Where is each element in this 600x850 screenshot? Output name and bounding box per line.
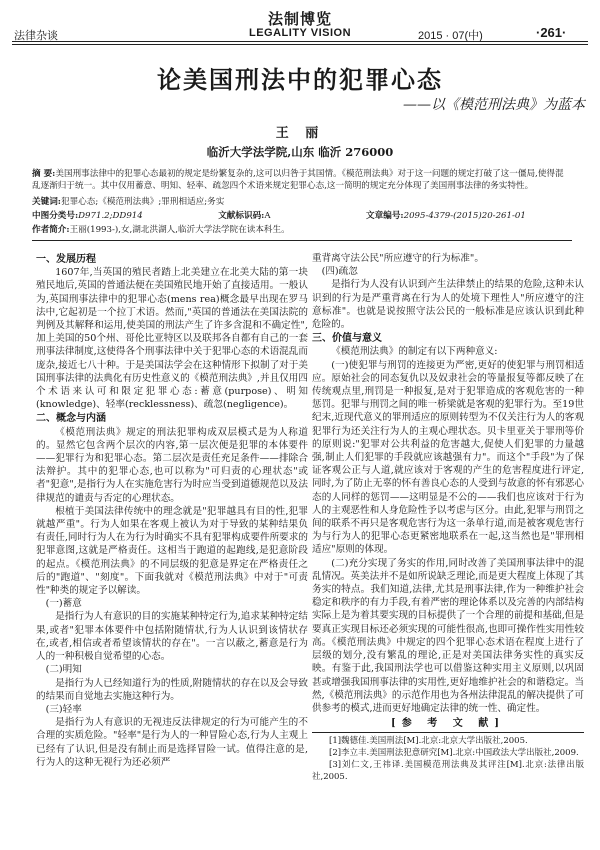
paragraph: 是指行为人没有认识到产生法律禁止的结果的危险,这种未认识到的行为是严重背离在行为人的处境下理性人"所应遵守的注意标准"。也就是说按照守法公民的一般标准是应该认识到此种危险的。 [312, 279, 584, 331]
article-no-value: 2095-4379-(2015)20-261-01 [403, 211, 526, 221]
paragraph: 重背离守法公民"所应遵守的行为标准"。 [312, 253, 484, 264]
author-name: 王 丽 [275, 126, 325, 141]
header-rule-bottom [12, 44, 588, 45]
section-heading: 二、概念与内涵 [36, 413, 106, 425]
references-rule [312, 732, 584, 733]
section-heading: 一、发展历程 [36, 254, 96, 265]
right-column [312, 252, 584, 783]
paragraph: 《模范刑法典》的制定有以下两种意义: [331, 346, 498, 358]
abstract [32, 168, 572, 192]
article-title: 论美国刑法中的犯罪心态 [157, 65, 443, 94]
article-subtitle: ——以《模范刑法典》为蓝本 [403, 97, 585, 113]
bio-label: 作者简介: [32, 225, 70, 235]
subsection-heading: (四)疏忽 [321, 266, 358, 278]
reference-item: [3]刘仁文,王祎译.美国模范刑法典及其评注[M].北京:法律出版社,2005. [312, 760, 584, 783]
doc-code-label: 文献标识码: [218, 211, 265, 221]
references-list [312, 735, 584, 783]
paragraph: 是指行为人有意识的目的实施某种特定行为,追求某种特定结果,或者"犯罪本体要件中包括附随情状,行为人认识到该情状存在,或者,相信或者希望该情状的存在"。一言以蔽之,蓄意是行为人的一种积极自觉希望的心态。 [36, 611, 308, 663]
keywords [32, 196, 572, 208]
running-header [0, 0, 600, 44]
reference-item: [1]魏德佳.美国刑法[M].北京:北京大学出版社,2005. [329, 736, 528, 747]
clc-label: 中图分类号: [32, 211, 79, 221]
paragraph: 1607年,当英国的殖民者踏上北美建立在北美大陆的第一块殖民地后,英国的普通法便在美国殖民地开始了直接适用。一般认为,英国刑事法律中的犯罪心态(mens rea)概念最早出现在罗马法中,它起初是一个拉丁术语。然而,"英国的普通法在美国法院的判例及其解释和运用,使美国的刑法产生了许多含混和不确定性",加上美国的50个州、哥伦比亚特区以及联邦各自都有自己的一套刑事法律制度,这使得各个刑事法律中关于犯罪心态的术语混乱而庞杂,接近七八十种。于是美国法学会在这种情形下拟制了对于美国刑事法律的法典化有历史性意义的《模范刑法典》,并且仅用四个术语来认可和限定犯罪心态:蓄意(purpose)、明知(knowledge)、轻率(recklessness)、疏忽(negligence)。 [36, 267, 308, 411]
paragraph: 是指行为人已经知道行为的性质,附随情状的存在以及会导致的结果而自觉地去实施这种行为。 [36, 677, 308, 702]
section-label: 法律杂谈 [14, 29, 58, 42]
paragraph: 是指行为人有意识的无视违反法律规定的行为可能产生的不合理的实质危险。"轻率"是行为人的一种冒险心态,行为人主观上已经有了认识,但是没有制止而是选择冒险一试。值得注意的是,行为人的这种无视行为还必须严 [36, 717, 308, 768]
abstract-text: 美国刑事法律中的犯罪心态最初的规定是纷繁复杂的,这可以归咎于其国情。《模范刑法典》对于这一问题的规定打破了这一僵局,使得混乱逐渐归于统一。其中仅用蓄意、明知、轻率、疏忽四个术语来规定犯罪心态,这一简明的规定充分体现了美国刑事法律的务实特性。 [32, 169, 564, 191]
references-heading: [参 考 文 献] [391, 718, 505, 730]
keywords-label: 关键词: [32, 197, 61, 207]
subsection-heading: (一)蓄意 [45, 598, 82, 610]
author-bio [32, 224, 572, 236]
left-column [36, 252, 308, 769]
meta-divider [32, 240, 572, 241]
bio-text: 王丽(1993-),女,湖北洪湖人,临沂大学法学院在读本科生。 [69, 225, 290, 235]
article-no-label: 文章编号: [366, 211, 404, 221]
journal-name-en: LEGALITY VISION [248, 27, 352, 39]
author-affiliation: 临沂大学法学院,山东 临沂 276000 [206, 145, 394, 159]
paragraph: 根植于美国法律传统中的理念就是"犯罪越具有目的性,犯罪就越严重"。行为人如果在客观上被认为对于导致的某种结果负有责任,同时行为人在为行为时确实不具有犯罪构成要件所要求的犯罪意图,这就是严格责任。这相当于跑道的起跑线,是犯意阶段的起点。《模范刑法典》的不同层级的犯意是界定在严格责任之后的"跑道"、"刻度"。下面我就对《模范刑法典》中对于"可责性"种类的规定予以解读。 [36, 505, 308, 597]
journal-name-cn: 法制博览 [267, 10, 332, 28]
paragraph: (一)使犯罪与刑罚的连接更为严密,更好的使犯罪与刑罚相适应。原始社会的同态复仇以及奴隶社会的等量报复等都反映了在传统观点里,刑罚是一种报复,是对于犯罪造成的客观危害的一种惩罚。犯罪与刑罚之间的唯一桥梁就是客观的犯罪行为。至19世纪末,近现代意义的罪刑适应的原则转型为不仅关注行为人的客观犯罪行为还关注行为人的主观心理状态。贝卡里亚关于罪刑等价的原则说:"犯罪对公共利益的危害越大,促使人们犯罪的力量越强,制止人们犯罪的手段就应该越强有力"。而这个"手段"为了保证客观公正与人道,就应该对于客观的产生的危害程度进行评定,同时,为了防止无辜的怀有善良心态的人受到与故意的怀有邪恶心态的人同样的惩罚——这明显是不公的——我们也应该对于行为人的主观恶性和人身危险性予以考虑与区分。由此,犯罪与刑罚之间的联系不再只是客观危害行为这一条单行道,而是被客观危害行为与行为人的犯罪心态更紧密地联系在一起,这当然也是"罪刑相适应"原则的体现。 [312, 359, 584, 556]
reference-item: [2]李立丰.美国刑法犯意研究[M].北京:中国政法大学出版社,2009. [329, 748, 579, 759]
issue-label: 2015 · 07(中) [418, 30, 483, 42]
clc-value: D971.2;DD914 [78, 211, 143, 221]
section-heading: 三、价值与意义 [312, 333, 382, 345]
abstract-label: 摘 要: [32, 169, 56, 179]
keywords-text: 犯罪心态;《模范刑法典》;罪刑相适应;务实 [60, 197, 225, 207]
doc-code-value: A [264, 211, 271, 221]
classification-line [32, 210, 572, 222]
paragraph: 《模范刑法典》规定的刑法犯罪构成双层模式是为人称道的。显然它包含两个层次的内容,第一层次便是犯罪的本体要件——犯罪行为和犯罪心态。第二层次是责任充足条件——排除合法辩护。其中的犯罪心态,也可以称为"可归责的心理状态"或者"犯意",是指行为人在实施危害行为时应当受到道德规范以及法律规范的谴责与否定的心理状态。 [36, 426, 308, 504]
header-rule-top [12, 41, 588, 42]
page-number: ·261· [536, 25, 567, 40]
subsection-heading: (二)明知 [45, 664, 82, 676]
paragraph: (二)充分实现了务实的作用,同时改善了美国刑事法律中的混乱情况。英美法并不是如所说缺乏理论,而是更大程度上体现了其务实的特点。我们知道,法律,尤其是刑事法律,作为一种维护社会稳定和秩序的有力手段,有着严密的理论体系以及完善的内部结构实际上是为着其要实现的目标提供了一个合理的前提和基础,但是要真正实现目标还必须实现的可能性很高,也即可操作性实用性较高。《模范刑法典》中规定的四个犯罪心态术语在程度上进行了层级的划分,没有繁乱的理论,正是对美国法律务实性的真实反映。有鉴于此,我国刑法学也可以借鉴这种实用主义原则,以巩固甚或增强我国刑事法律的实用性,更好地维护社会的和谐稳定。当然,《模范刑法典》的示范作用也为各州法律混乱的解决提供了可供参考的模式,进而更好地确定法律的统一性、确定性。 [312, 557, 584, 714]
subsection-heading: (三)轻率 [45, 703, 82, 715]
